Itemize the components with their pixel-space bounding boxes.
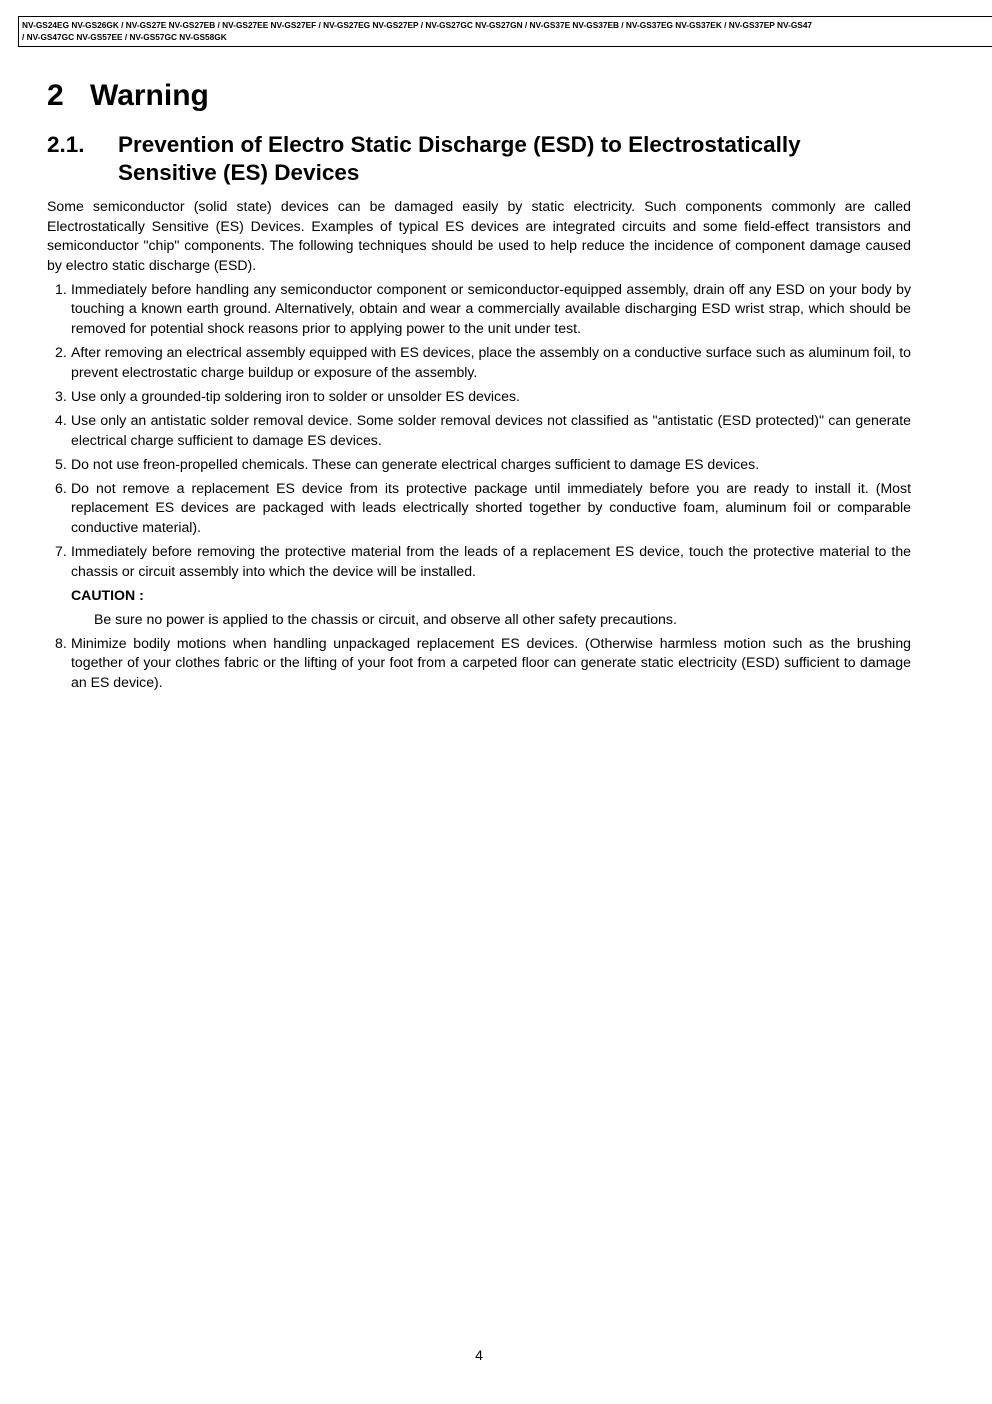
chapter-heading	[47, 76, 209, 116]
caution-label: CAUTION :	[71, 586, 144, 603]
section-title: Prevention of Electro Static Discharge (ESD) to Electrostatically Sensitive (ES) Devices	[118, 132, 801, 185]
model-header-line-1: NV-GS24EG NV-GS26GK / NV-GS27E NV-GS27EB / NV-GS27EE NV-GS27EF / NV-GS27EG NV-GS27EP / NV-GS27GC NV-GS27GN / NV-GS37E NV-GS37EB / NV-GS37EG NV-GS37EK / NV-GS37EP NV-GS47	[22, 20, 813, 30]
intro-paragraph: Some semiconductor (solid state) devices can be damaged easily by static electricity. Such components commonly are called Electrostatically Sensitive (ES) Devices. Examples of typical ES devices are integrated circuits and some field-effect transistors and semiconductor "chip" components. The following techniques should be used to help reduce the incidence of component damage caused by electro static discharge (ESD).	[47, 198, 911, 273]
model-header	[18, 16, 992, 47]
page-number: 4	[475, 1347, 483, 1363]
section-heading	[47, 131, 867, 187]
caution-text: Be sure no power is applied to the chassis or circuit, and observe all other safety precautions.	[94, 610, 677, 627]
model-header-line-2: / NV-GS47GC NV-GS57EE / NV-GS57GC NV-GS58GK	[22, 32, 227, 42]
list-item-number: 6.	[55, 479, 67, 496]
list-item-number: 2.	[55, 344, 67, 361]
list-item	[47, 387, 911, 407]
list-item	[47, 343, 911, 382]
esd-steps-list	[47, 280, 911, 581]
list-item-text: Do not remove a replacement ES device from its protective package until immediately before you are ready to install it. (Most replacement ES devices are packaged with leads electrically shorted together by conductive foam, aluminum foil or comparable conductive material).	[71, 479, 911, 535]
list-item	[47, 280, 911, 339]
list-item	[47, 455, 911, 475]
list-item-text: Minimize bodily motions when handling unpackaged replacement ES devices. (Otherwise harmless motion such as the brushing together of your clothes fabric or the lifting of your foot from a carpeted floor can generate static electricity (ESD) sufficient to damage an ES device).	[71, 634, 911, 691]
list-item	[47, 542, 911, 581]
esd-steps-list-continued	[47, 634, 911, 693]
chapter-number: 2	[47, 79, 64, 112]
list-item-number: 7.	[55, 543, 67, 559]
list-item-number: 8.	[55, 634, 67, 651]
list-item-text: After removing an electrical assembly equipped with ES devices, place the assembly on a conductive surface such as aluminum foil, to prevent electrostatic charge buildup or exposure of the assembly.	[71, 344, 911, 380]
list-item	[47, 411, 911, 450]
list-item-number: 5.	[55, 455, 67, 472]
list-item	[47, 634, 911, 693]
section-number: 2.1.	[47, 132, 85, 157]
list-item-number: 1.	[55, 280, 67, 297]
list-item-number: 3.	[55, 387, 67, 404]
list-item-text: Immediately before removing the protective material from the leads of a replacement ES device, touch the protective material to the chassis or circuit assembly into which the device will be installed.	[71, 543, 911, 579]
list-item-number: 4.	[55, 411, 67, 428]
list-item-text: Do not use freon-propelled chemicals. These can generate electrical charges sufficient to damage ES devices.	[71, 455, 760, 472]
list-item-text: Immediately before handling any semiconductor component or semiconductor-equipped assembly, drain off any ESD on your body by touching a known earth ground. Alternatively, obtain and wear a commercially available discharging ESD wrist strap, which should be removed for potential shock reasons prior to applying power to the unit under test.	[71, 280, 911, 337]
list-item	[47, 479, 911, 538]
section-body	[47, 197, 911, 697]
list-item-text: Use only a grounded-tip soldering iron to solder or unsolder ES devices.	[71, 387, 520, 404]
chapter-title: Warning	[90, 79, 209, 112]
list-item-text: Use only an antistatic solder removal device. Some solder removal devices not classified as "antistatic (ESD protected)" can generate electrical charge sufficient to damage ES devices.	[71, 411, 911, 448]
